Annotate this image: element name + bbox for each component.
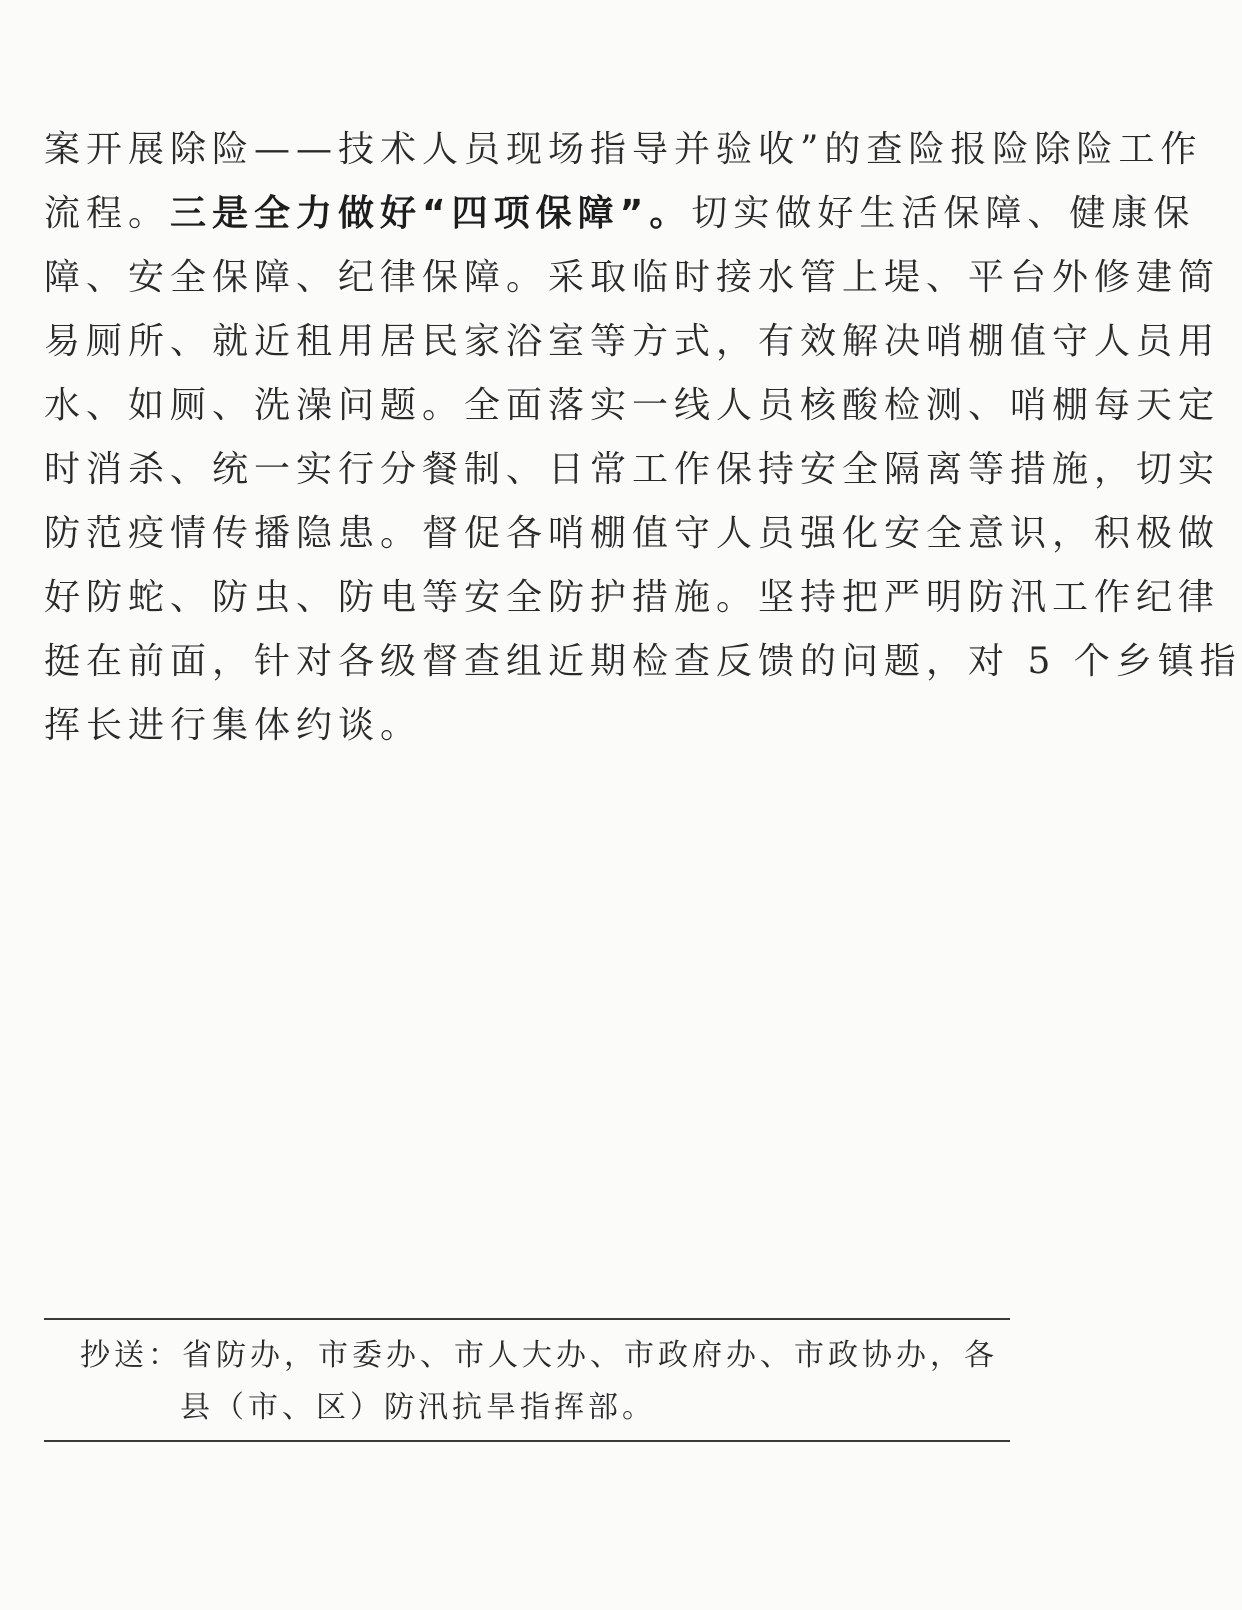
body-line: 案开展除险——技术人员现场指导并验收”的查险报险除险工作 xyxy=(44,129,1203,170)
body-line: 时消杀、统一实行分餐制、日常工作保持安全隔离等措施，切实 xyxy=(44,449,1221,490)
body-line: 挺在前面，针对各级督查组近期检查反馈的问题，对 5 个乡镇指 xyxy=(44,641,1242,682)
body-line xyxy=(44,182,1196,246)
body-line: 挥长进行集体约谈。 xyxy=(44,705,423,746)
body-paragraph xyxy=(44,118,1242,758)
body-text-segment: 流程。 xyxy=(44,193,171,234)
cc-line: 县（市、区）防汛抗旱指挥部。 xyxy=(180,1390,656,1425)
body-line: 障、安全保障、纪律保障。采取临时接水管上堤、平台外修建简 xyxy=(44,257,1221,298)
cc-content xyxy=(44,1320,1010,1440)
body-line: 好防蛇、防虫、防电等安全防护措施。坚持把严明防汛工作纪律 xyxy=(44,577,1221,618)
body-line: 水、如厕、洗澡问题。全面落实一线人员核酸检测、哨棚每天定 xyxy=(44,385,1221,426)
bottom-divider xyxy=(44,1440,1010,1442)
cc-distribution-block xyxy=(44,1318,1010,1442)
cc-line: 抄送：省防办，市委办、市人大办、市政府办、市政协办，各 xyxy=(80,1338,998,1373)
body-text-segment: 切实做好生活保障、健康保 xyxy=(691,193,1196,234)
body-line: 易厕所、就近租用居民家浴室等方式，有效解决哨棚值守人员用 xyxy=(44,321,1221,362)
body-line: 防范疫情传播隐患。督促各哨棚值守人员强化安全意识，积极做 xyxy=(44,513,1221,554)
bold-heading-segment: 三是全力做好“四项保障”。 xyxy=(170,193,692,234)
